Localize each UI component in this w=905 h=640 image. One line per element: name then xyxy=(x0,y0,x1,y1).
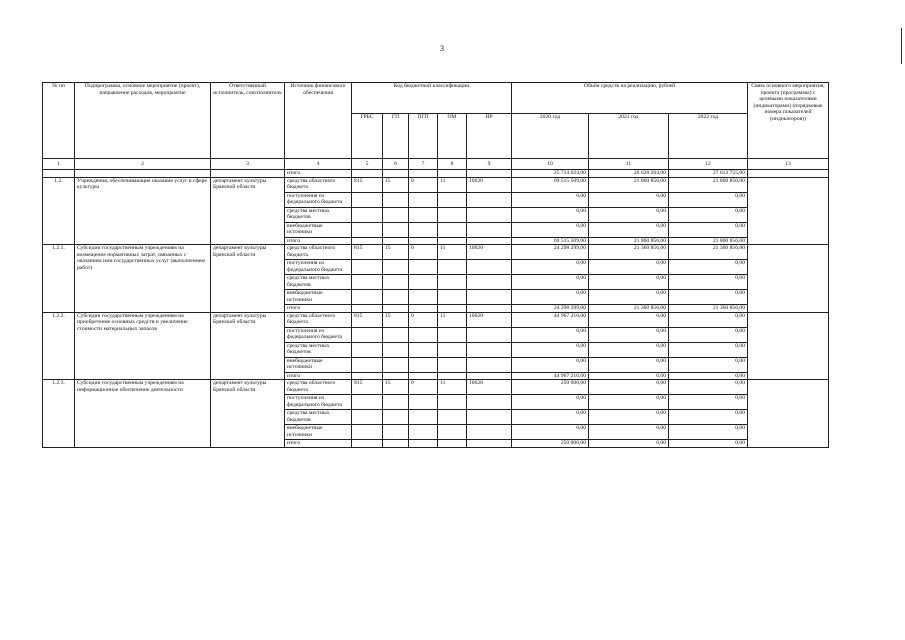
code-empty xyxy=(438,372,467,380)
value-2020: 250 000,00 xyxy=(512,380,589,395)
code-empty xyxy=(383,342,409,357)
row-name: Субсидии государственным учреждениям на возмещение нормативных затрат, связанных с оказанием ими государственных услуг (выполнением работ) xyxy=(75,245,211,313)
code-empty xyxy=(352,192,383,207)
code-grbs: 815 xyxy=(352,245,383,260)
table-row xyxy=(43,312,829,327)
code-empty xyxy=(409,207,438,222)
code-om: 11 xyxy=(438,177,467,192)
code-empty xyxy=(438,327,467,342)
value-2021: 0,00 xyxy=(589,425,669,440)
value-2020: 24 298 299,00 xyxy=(512,305,589,313)
code-empty xyxy=(438,192,467,207)
code-empty xyxy=(409,440,438,448)
code-empty xyxy=(352,372,383,380)
value-2022: 0,00 xyxy=(669,207,748,222)
column-number: 12 xyxy=(669,159,748,170)
value-2020: 25 714 024,00 xyxy=(512,170,589,178)
value-2022: 0,00 xyxy=(669,222,748,237)
value-2021: 0,00 xyxy=(589,357,669,372)
code-empty xyxy=(467,290,512,305)
value-2022: 0,00 xyxy=(669,440,748,448)
code-empty xyxy=(352,275,383,290)
code-empty xyxy=(467,395,512,410)
value-2022: 0,00 xyxy=(669,312,748,327)
header-nr: НР xyxy=(467,114,512,159)
source-cell: итого xyxy=(285,237,352,245)
header-2022: 2022 год xyxy=(669,114,748,159)
value-2021: 26 628 264,00 xyxy=(589,170,669,178)
code-empty xyxy=(383,260,409,275)
column-number: 3 xyxy=(211,159,285,170)
code-empty xyxy=(467,237,512,245)
value-2022: 27 613 755,00 xyxy=(669,170,748,178)
source-cell: итого xyxy=(285,170,352,178)
code-empty xyxy=(409,425,438,440)
table-body xyxy=(43,177,829,447)
value-2021: 0,00 xyxy=(589,312,669,327)
code-empty xyxy=(383,275,409,290)
source-cell: поступления из федерального бюджета xyxy=(285,327,352,342)
source-cell: средства областного бюджета xyxy=(285,380,352,395)
code-empty xyxy=(409,342,438,357)
source-cell: внебюджетные источники xyxy=(285,290,352,305)
code-empty xyxy=(467,425,512,440)
header-volume: Объём средств на реализацию, рублей xyxy=(512,83,748,114)
code-empty xyxy=(409,222,438,237)
code-empty xyxy=(467,372,512,380)
source-cell: средства областного бюджета xyxy=(285,245,352,260)
code-empty xyxy=(438,290,467,305)
value-2020: 0,00 xyxy=(512,260,589,275)
header-om: ОМ xyxy=(438,114,467,159)
code-empty xyxy=(383,440,409,448)
value-2022: 0,00 xyxy=(669,357,748,372)
code-grbs: 815 xyxy=(352,380,383,395)
header-pgp: ПГП xyxy=(409,114,438,159)
value-2021: 21 360 856,00 xyxy=(589,305,669,313)
column-number: 6 xyxy=(383,159,409,170)
row-executor: департамент культуры Брянской области xyxy=(211,177,285,245)
source-cell: итого xyxy=(285,305,352,313)
code-empty xyxy=(352,327,383,342)
value-2020: 250 000,00 xyxy=(512,440,589,448)
code-empty xyxy=(352,395,383,410)
row-executor: департамент культуры Брянской области xyxy=(211,312,285,380)
column-number: 5 xyxy=(352,159,383,170)
value-2020: 0,00 xyxy=(512,192,589,207)
value-2020: 0,00 xyxy=(512,207,589,222)
value-2020: 24 298 299,00 xyxy=(512,245,589,260)
code-empty xyxy=(383,410,409,425)
code-empty xyxy=(383,372,409,380)
source-cell: внебюджетные источники xyxy=(285,425,352,440)
code-empty xyxy=(438,342,467,357)
code-empty xyxy=(383,425,409,440)
code-empty xyxy=(467,207,512,222)
value-2022: 0,00 xyxy=(669,380,748,395)
header-gp: ГП xyxy=(383,114,409,159)
value-2021: 0,00 xyxy=(589,192,669,207)
code-nr: 10620 xyxy=(467,245,512,260)
value-2022: 0,00 xyxy=(669,410,748,425)
code-empty xyxy=(438,395,467,410)
code-empty xyxy=(467,222,512,237)
column-number: 4 xyxy=(285,159,352,170)
value-2020: 0,00 xyxy=(512,342,589,357)
code-empty xyxy=(352,305,383,313)
source-cell: итого xyxy=(285,440,352,448)
column-number: 2 xyxy=(75,159,211,170)
code-empty xyxy=(352,410,383,425)
row-executor: департамент культуры Брянской области xyxy=(211,245,285,313)
code-empty xyxy=(438,305,467,313)
code-empty xyxy=(352,207,383,222)
indicator-link xyxy=(748,245,829,313)
code-empty xyxy=(409,275,438,290)
indicator-link xyxy=(748,312,829,380)
source-cell: внебюджетные источники xyxy=(285,357,352,372)
table-row xyxy=(43,380,829,395)
value-2020: 0,00 xyxy=(512,357,589,372)
value-2022: 0,00 xyxy=(669,425,748,440)
code-empty xyxy=(352,440,383,448)
header-source: Источник финансового обеспечения xyxy=(285,83,352,159)
code-empty xyxy=(383,192,409,207)
code-empty xyxy=(352,357,383,372)
code-empty xyxy=(352,222,383,237)
source-cell: поступления из федерального бюджета xyxy=(285,395,352,410)
value-2020: 69 515 509,00 xyxy=(512,177,589,192)
row-number: 1.2.1. xyxy=(43,245,75,313)
row-number: 1.2. xyxy=(43,177,75,245)
indicator-link xyxy=(748,380,829,448)
row-name: Учреждения, обеспечивающие оказание услуг в сфере культуры xyxy=(75,177,211,245)
value-2022: 0,00 xyxy=(669,342,748,357)
value-2021: 0,00 xyxy=(589,327,669,342)
code-gp: 15 xyxy=(383,312,409,327)
column-number: 13 xyxy=(748,159,829,170)
header-executor: Ответственный исполнитель, соисполнитель xyxy=(211,83,285,159)
code-nr: 10620 xyxy=(467,380,512,395)
column-number: 11 xyxy=(589,159,669,170)
value-2021: 0,00 xyxy=(589,395,669,410)
code-empty xyxy=(383,237,409,245)
value-2020: 0,00 xyxy=(512,410,589,425)
code-empty xyxy=(409,290,438,305)
code-empty xyxy=(467,275,512,290)
row-number: 1.2.3. xyxy=(43,380,75,448)
code-empty xyxy=(467,342,512,357)
header-grbs: ГРБС xyxy=(352,114,383,159)
code-pgp: 0 xyxy=(409,380,438,395)
value-2020: 0,00 xyxy=(512,395,589,410)
header-budget-code: Код бюджетной классификации xyxy=(352,83,512,114)
code-gp: 15 xyxy=(383,380,409,395)
code-empty xyxy=(383,327,409,342)
header-program: Подпрограмма, основное мероприятие (проект), направление расходов, мероприятие xyxy=(75,83,211,159)
code-nr: 10620 xyxy=(467,177,512,192)
code-gp: 15 xyxy=(383,177,409,192)
source-cell: средства местных бюджетов xyxy=(285,342,352,357)
code-empty xyxy=(438,440,467,448)
source-cell: средства местных бюджетов xyxy=(285,410,352,425)
page-number: 3 xyxy=(440,44,444,53)
column-number: 9 xyxy=(467,159,512,170)
code-empty xyxy=(467,327,512,342)
value-2022: 21 860 856,00 xyxy=(669,177,748,192)
table-row xyxy=(43,245,829,260)
indicator-link xyxy=(748,177,829,245)
code-grbs: 815 xyxy=(352,312,383,327)
value-2022: 0,00 xyxy=(669,192,748,207)
code-empty xyxy=(352,237,383,245)
value-2021: 0,00 xyxy=(589,207,669,222)
code-empty xyxy=(352,260,383,275)
source-cell: средства областного бюджета xyxy=(285,177,352,192)
value-2020: 69 515 509,00 xyxy=(512,237,589,245)
value-2020: 0,00 xyxy=(512,327,589,342)
column-number: 1 xyxy=(43,159,75,170)
code-empty xyxy=(409,410,438,425)
row-name: Субсидии государственным учреждениям на приобретение основных средств и увеличение стоимости материальных запасов xyxy=(75,312,211,380)
value-2020: 44 967 210,00 xyxy=(512,372,589,380)
value-2022: 0,00 xyxy=(669,275,748,290)
header-2021: 2021 год xyxy=(589,114,669,159)
code-empty xyxy=(383,305,409,313)
code-empty xyxy=(409,357,438,372)
code-empty xyxy=(467,410,512,425)
source-cell: средства местных бюджетов xyxy=(285,275,352,290)
value-2021: 0,00 xyxy=(589,410,669,425)
value-2021: 0,00 xyxy=(589,275,669,290)
code-pgp: 0 xyxy=(409,177,438,192)
code-empty xyxy=(438,237,467,245)
value-2021: 0,00 xyxy=(589,380,669,395)
value-2020: 0,00 xyxy=(512,290,589,305)
value-2022: 21 360 856,00 xyxy=(669,245,748,260)
value-2022: 0,00 xyxy=(669,260,748,275)
code-empty xyxy=(438,410,467,425)
code-gp: 15 xyxy=(383,245,409,260)
page-edge-line xyxy=(901,28,902,64)
code-empty xyxy=(409,327,438,342)
code-empty xyxy=(409,260,438,275)
row-number: 1.2.2. xyxy=(43,312,75,380)
value-2021: 21 860 856,00 xyxy=(589,237,669,245)
code-empty xyxy=(438,275,467,290)
code-empty xyxy=(409,237,438,245)
code-empty xyxy=(438,357,467,372)
code-empty xyxy=(383,290,409,305)
source-cell: итого xyxy=(285,372,352,380)
value-2021: 0,00 xyxy=(589,290,669,305)
code-empty xyxy=(467,357,512,372)
value-2022: 0,00 xyxy=(669,327,748,342)
header-num: № пп xyxy=(43,83,75,159)
column-number: 7 xyxy=(409,159,438,170)
header-link: Связь основного мероприятия, проекта (программы) с целевыми показателями (индикаторами) (порядковые номера показателей (индикаторов)) xyxy=(748,83,829,159)
value-2020: 0,00 xyxy=(512,425,589,440)
code-empty xyxy=(438,425,467,440)
column-number: 8 xyxy=(438,159,467,170)
code-empty xyxy=(467,192,512,207)
value-2022: 0,00 xyxy=(669,290,748,305)
code-empty xyxy=(383,357,409,372)
value-2022: 0,00 xyxy=(669,395,748,410)
value-2022: 21 360 856,00 xyxy=(669,305,748,313)
code-empty xyxy=(438,260,467,275)
code-empty xyxy=(383,395,409,410)
code-empty xyxy=(467,440,512,448)
row-name: Субсидии государственным учреждениям на информационное обеспечение деятельности xyxy=(75,380,211,448)
table-header xyxy=(43,83,829,170)
value-2021: 0,00 xyxy=(589,372,669,380)
code-empty xyxy=(409,395,438,410)
source-cell: поступления из федерального бюджета xyxy=(285,260,352,275)
code-empty xyxy=(352,290,383,305)
code-om: 11 xyxy=(438,312,467,327)
code-empty xyxy=(409,305,438,313)
value-2020: 0,00 xyxy=(512,275,589,290)
source-cell: средства местных бюджетов xyxy=(285,207,352,222)
budget-table xyxy=(42,82,829,448)
value-2020: 0,00 xyxy=(512,222,589,237)
column-number: 10 xyxy=(512,159,589,170)
value-2021: 0,00 xyxy=(589,342,669,357)
code-empty xyxy=(409,192,438,207)
table-row xyxy=(43,177,829,192)
value-2021: 0,00 xyxy=(589,440,669,448)
row-executor: департамент культуры Брянской области xyxy=(211,380,285,448)
code-grbs: 815 xyxy=(352,177,383,192)
code-empty xyxy=(383,207,409,222)
value-2022: 21 860 856,00 xyxy=(669,237,748,245)
header-2020: 2020 год xyxy=(512,114,589,159)
code-empty xyxy=(438,207,467,222)
code-empty xyxy=(409,372,438,380)
code-om: 11 xyxy=(438,245,467,260)
code-empty xyxy=(467,260,512,275)
code-empty xyxy=(467,305,512,313)
code-empty xyxy=(352,342,383,357)
code-pgp: 0 xyxy=(409,312,438,327)
value-2020: 44 967 210,00 xyxy=(512,312,589,327)
source-cell: средства областного бюджета xyxy=(285,312,352,327)
source-cell: поступления из федерального бюджета xyxy=(285,192,352,207)
value-2021: 21 360 856,00 xyxy=(589,245,669,260)
top-itogo-row xyxy=(43,170,829,178)
column-number-row xyxy=(43,159,829,170)
value-2021: 0,00 xyxy=(589,222,669,237)
code-empty xyxy=(438,222,467,237)
value-2022: 0,00 xyxy=(669,372,748,380)
code-om: 11 xyxy=(438,380,467,395)
value-2021: 21 860 856,00 xyxy=(589,177,669,192)
code-empty xyxy=(352,425,383,440)
code-pgp: 0 xyxy=(409,245,438,260)
source-cell: внебюджетные источники xyxy=(285,222,352,237)
code-empty xyxy=(383,222,409,237)
value-2021: 0,00 xyxy=(589,260,669,275)
code-nr: 10620 xyxy=(467,312,512,327)
